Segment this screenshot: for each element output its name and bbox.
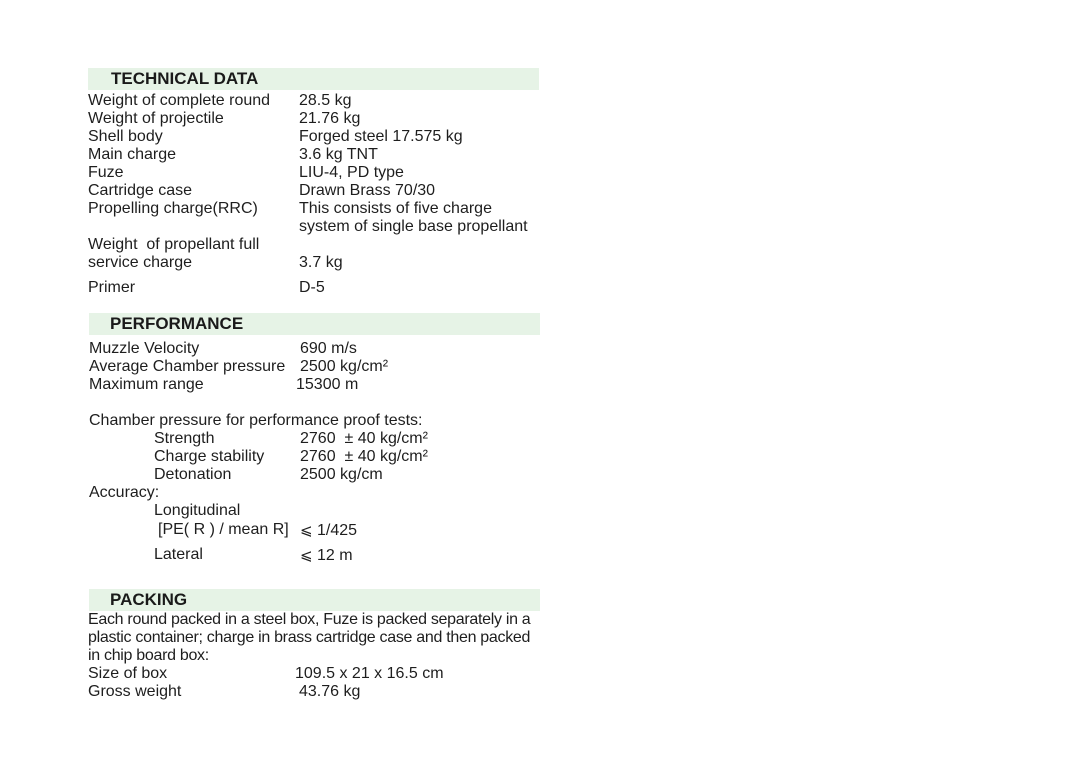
strength-label: Strength [154,430,215,447]
packing-description-line2: plastic container; charge in brass cartridge case and then packed [88,629,531,646]
less-or-equal-icon: ⩽ [300,521,313,539]
fuze-label: Fuze [88,164,124,181]
less-or-equal-icon: ⩽ [300,546,313,564]
weight-complete-round-label: Weight of complete round [88,92,271,109]
lateral-label: Lateral [154,546,203,563]
main-charge-value: 3.6 kg TNT [299,146,378,163]
weight-projectile-value: 21.76 kg [299,110,361,127]
propellant-weight-value: 3.7 kg [299,254,343,271]
cartridge-case-value: Drawn Brass 70/30 [299,182,436,199]
longitudinal-value [300,521,357,540]
strength-value: 2760 ± 40 kg/cm² [300,430,428,447]
performance-heading: PERFORMANCE [110,314,244,333]
charge-stability-label: Charge stability [154,448,265,465]
avg-chamber-pressure-value: 2500 kg/cm² [300,358,389,375]
muzzle-velocity-label: Muzzle Velocity [89,340,200,357]
propellant-weight-label-line1: Weight of propellant full [88,236,260,253]
primer-value: D-5 [299,279,325,296]
muzzle-velocity-value: 690 m/s [300,340,357,357]
avg-chamber-pressure-label: Average Chamber pressure [89,358,286,375]
weight-complete-round-value: 28.5 kg [299,92,352,109]
lateral-value-text: 12 m [317,547,353,564]
proof-tests-heading: Chamber pressure for performance proof tests: [89,412,423,429]
packing-description-line3: in chip board box: [88,647,209,664]
size-of-box-value: 109.5 x 21 x 16.5 cm [295,665,444,682]
lateral-value [300,546,353,565]
maximum-range-label: Maximum range [89,376,204,393]
detonation-value: 2500 kg/cm [300,466,383,483]
propelling-charge-value-line1: This consists of five charge [299,200,492,217]
packing-heading: PACKING [110,590,188,609]
longitudinal-formula: [PE( R ) / mean R] [158,521,289,538]
detonation-label: Detonation [154,466,232,483]
gross-weight-value: 43.76 kg [299,683,361,700]
primer-label: Primer [88,279,136,296]
size-of-box-label: Size of box [88,665,168,682]
fuze-value: LIU-4, PD type [299,164,404,181]
shell-body-value: Forged steel 17.575 kg [299,128,463,145]
maximum-range-value: 15300 m [296,376,359,393]
propelling-charge-value-line2: system of single base propellant [299,218,528,235]
accuracy-label: Accuracy: [89,484,160,501]
longitudinal-label: Longitudinal [154,502,241,519]
shell-body-label: Shell body [88,128,163,145]
gross-weight-label: Gross weight [88,683,182,700]
main-charge-label: Main charge [88,146,177,163]
technical-data-heading: TECHNICAL DATA [111,69,259,88]
propelling-charge-label: Propelling charge(RRC) [88,200,258,217]
propellant-weight-label-line2: service charge [88,254,193,271]
charge-stability-value: 2760 ± 40 kg/cm² [300,448,428,465]
packing-description-line1: Each round packed in a steel box, Fuze is packed separately in a [88,611,531,628]
longitudinal-value-text: 1/425 [317,522,358,539]
weight-projectile-label: Weight of projectile [88,110,224,127]
cartridge-case-label: Cartridge case [88,182,193,199]
